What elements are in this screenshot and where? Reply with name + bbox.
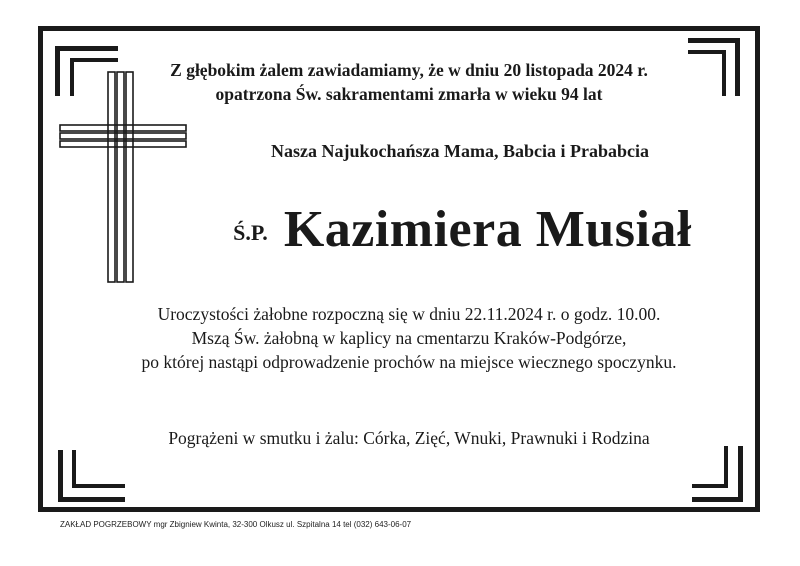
- corner-ornament-icon: [692, 446, 743, 502]
- border-bottom: [38, 507, 760, 512]
- name-prefix: Ś.P.: [233, 220, 268, 245]
- ceremony-line-1: Uroczystości żałobne rozpoczną się w dniu 22.11.2024 r. o godz. 10.00.: [157, 304, 661, 324]
- announcement-line-2: opatrzona Św. sakramentami zmarła w wieku 94 lat: [215, 84, 603, 104]
- announcement-line-1: Z głębokim żalem zawiadamiamy, że w dniu 20 listopada 2024 r.: [170, 60, 648, 80]
- ceremony-line-2: Mszą Św. żałobną w kaplicy na cmentarzu Kraków-Podgórze,: [191, 328, 627, 348]
- ceremony-line-3: po której nastąpi odprowadzenie prochów na miejsce wiecznego spoczynku.: [141, 352, 677, 372]
- funeral-home-footer: ZAKŁAD POGRZEBOWY mgr Zbigniew Kwinta, 32-300 Olkusz ul. Szpitalna 14 tel (032) 643-06-07: [60, 520, 412, 529]
- mourners-line: Pogrążeni w smutku i żalu: Córka, Zięć, Wnuki, Prawnuki i Rodzina: [168, 428, 650, 448]
- border-top: [38, 26, 760, 31]
- corner-ornament-icon: [58, 450, 125, 502]
- relation-subtitle: Nasza Najukochańsza Mama, Babcia i Prababcia: [271, 141, 649, 161]
- announcement: [0, 58, 800, 106]
- deceased-name-line: [0, 200, 800, 259]
- ceremony-details: [0, 302, 800, 374]
- deceased-name: Kazimiera Musiał: [283, 201, 692, 258]
